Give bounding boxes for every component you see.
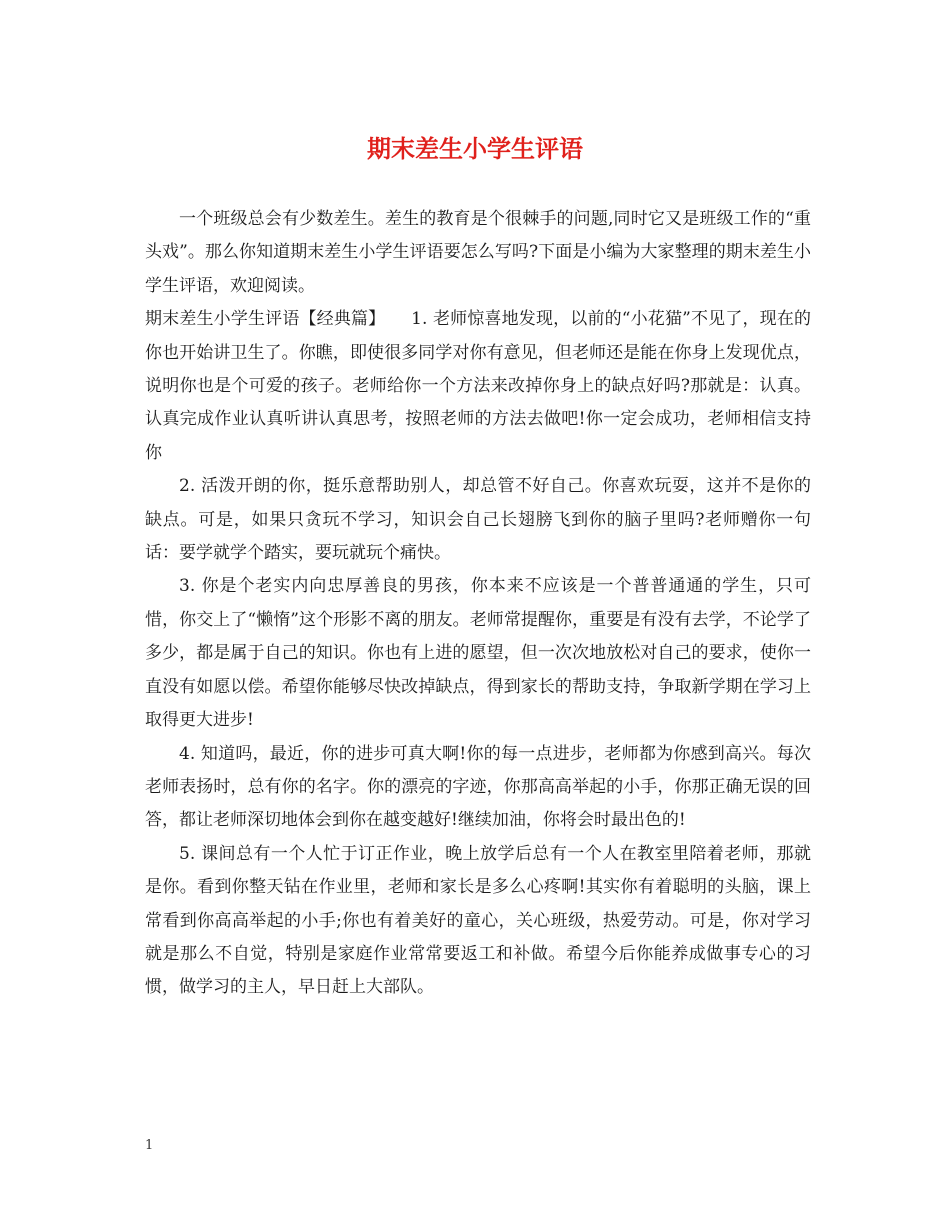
comment-item-2: 2. 活泼开朗的你，挺乐意帮助别人，却总管不好自己。你喜欢玩耍，这并不是你的缺点。可是，如果只贪玩不学习，知识会自己长翅膀飞到你的脑子里吗?老师赠你一句话：要学就学个踏实，要玩就玩个痛快。	[145, 476, 811, 564]
section-heading-paragraph: 期末差生小学生评语【经典篇】 1. 老师惊喜地发现，以前的“小花猫”不见了，现在的你也开始讲卫生了。你瞧，即使很多同学对你有意见，但老师还是能在你身上发现优点，说明你也是个可爱的孩子。老师给你一个方法来改掉你身上的缺点好吗?那就是：认真。认真完成作业认真听讲认真思考，按照老师的方法去做吧!你一定会成功，老师相信支持你	[145, 309, 811, 463]
document-body	[145, 203, 811, 1005]
intro-paragraph: 一个班级总会有少数差生。差生的教育是个很棘手的问题,同时它又是班级工作的“重头戏”。那么你知道期末差生小学生评语要怎么写吗?下面是小编为大家整理的期末差生小学生评语，欢迎阅读。	[145, 209, 811, 296]
page-number: 1	[145, 1138, 154, 1153]
comment-item-5: 5. 课间总有一个人忙于订正作业，晚上放学后总有一个人在教室里陪着老师，那就是你。看到你整天钻在作业里，老师和家长是多么心疼啊!其实你有着聪明的头脑，课上常看到你高高举起的小手;你也有着美好的童心，关心班级，热爱劳动。可是，你对学习就是那么不自觉，特别是家庭作业常常要返工和补做。希望今后你能养成做事专心的习惯，做学习的主人，早日赶上大部队。	[145, 843, 811, 998]
document-title: 期末差生小学生评语	[367, 134, 583, 163]
comment-item-4: 4. 知道吗，最近，你的进步可真大啊!你的每一点进步，老师都为你感到高兴。每次老师表扬时，总有你的名字。你的漂亮的字迹，你那高高举起的小手，你那正确无误的回答，都让老师深切地体会到你在越变越好!继续加油，你将会时最出色的!	[145, 743, 811, 831]
comment-item-3: 3. 你是个老实内向忠厚善良的男孩，你本来不应该是一个普普通通的学生，只可惜，你交上了“懒惰”这个形影不离的朋友。老师常提醒你，重要是有没有去学，不论学了多少，都是属于自己的知识。你也有上进的愿望，但一次次地放松对自己的要求，使你一直没有如愿以偿。希望你能够尽快改掉缺点，得到家长的帮助支持，争取新学期在学习上取得更大进步!	[145, 576, 811, 731]
